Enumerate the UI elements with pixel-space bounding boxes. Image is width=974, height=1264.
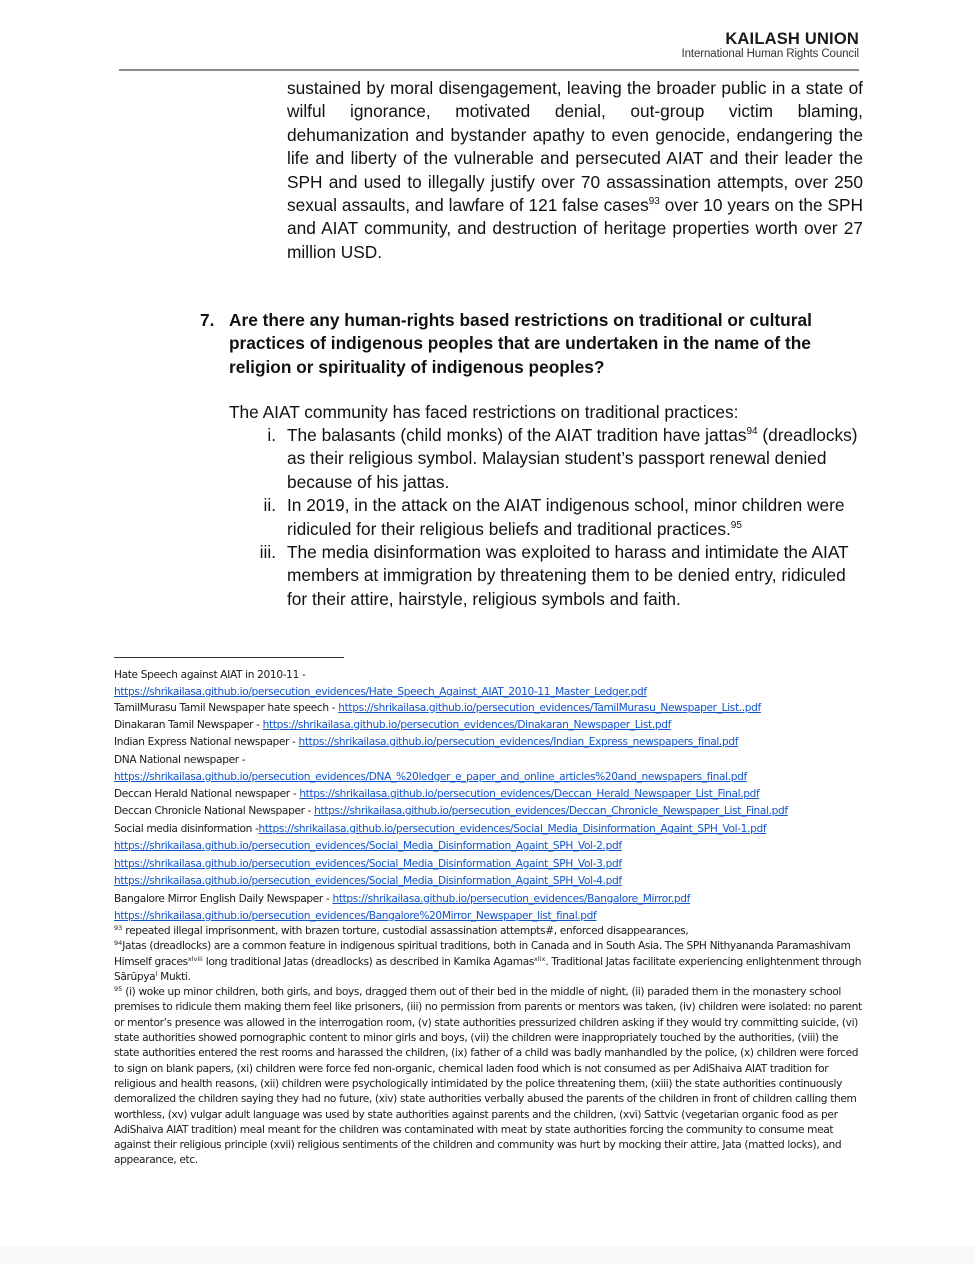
footnote-source xyxy=(114,821,864,839)
source-link[interactable]: https://shrikailasa.github.io/persecution_evidences/Social_Media_Disinformation_Againt_SPH_Vol-4.pdf xyxy=(114,875,622,887)
source-link[interactable]: https://shrikailasa.github.io/persecution_evidences/Social_Media_Disinformation_Againt_SPH_Vol-2.pdf xyxy=(114,840,622,852)
footnote-source xyxy=(114,734,864,752)
footnote-source xyxy=(114,803,864,821)
endnote-ref[interactable]: l xyxy=(155,969,158,978)
paragraph-text: sustained by moral disengagement, leaving the broader public in a state of wilful ignorance, motivated denial, out-group victim blaming, dehumanization and bystander apathy to even genocide, endangering the life and liberty of the vulnerable and persecuted AIAT and their leader the SPH and used to illegally justify over 70 assassination attempts, over 250 sexual assaults, and lawfare of 121 false cases xyxy=(287,78,863,216)
list-item xyxy=(248,424,868,494)
footnote-separator xyxy=(114,657,344,658)
source-label: Hate Speech against AIAT in 2010-11 - xyxy=(114,669,306,681)
source-label: Indian Express National newspaper - xyxy=(114,736,299,748)
source-link[interactable]: https://shrikailasa.github.io/persecution_evidences/Social_Media_Disinformation_Againt_SPH_Vol-3.pdf xyxy=(114,857,622,870)
source-label: TamilMurasu Tamil Newspaper hate speech - xyxy=(114,701,339,714)
source-link[interactable]: https://shrikailasa.github.io/persecution_evidences/DNA_%20ledger_e_paper_and_online_articles%20and_newspapers_final.pdf xyxy=(114,770,747,783)
footnote-source xyxy=(114,685,864,700)
question-heading xyxy=(200,309,840,379)
page-boundary xyxy=(0,1246,974,1264)
source-label: Social media disinformation - xyxy=(114,822,259,835)
footnote-source xyxy=(114,700,864,717)
endnote-ref[interactable]: xlviii xyxy=(187,954,203,963)
footnotes xyxy=(114,667,864,1169)
footnote-text: (i) woke up minor children, both girls, and boys, dragged them out of their bed in the middle of night, (ii) paraded them in the monastery school premises to ridicule them making them feel like prisoners, (iii) no permission from parents or mentors was taken, (iv) children were isolated: no parent or mentor’s presence was allowed in the interrogation room, (v) state authorities pressurized children asking if they would try committing suicide, (vi) state authorities showed pornographic content to minor girls and boys, (vii) the children were inappropriately touched by the authorities, (viii) the state authorities entered the rest rooms and harassed the children, (ix) father of a child was badly manhandled by the police, (x) children were forced to sign on blank papers, (xi) children were force fed non-organic, chemical laden food which is not consumed as per AdiShaiva AIAT tradition for religious and health reasons, (xii) children were psychologically intimidated by the police threatening them, (xiii) the state authorities continuously demoralized the children saying they had no future, (xiv) state authorities verbally abused the parents of the children in front of children calling them worthless, (xv) vulgar adult language was used by state authorities against parents and the children, (xvi) Sattvic (vegetarian organic food as per AdiShaiva AIAT tradition) meal meant for the children was contaminated with meat by state authorities forcing the community to consume meat against their religious principle (xvii) religious sentiments of the children and community was hurt by mocking their attire, Jata (matted locks), and appearance, etc. xyxy=(114,986,862,1167)
source-label: DNA National newspaper - xyxy=(114,753,246,766)
source-link[interactable]: https://shrikailasa.github.io/persecution_evidences/Indian_Express_newspapers_final.pdf xyxy=(298,736,739,748)
paragraph-text: over 10 years on the SPH and AIAT community, and destruction of heritage properties worth over 27 million USD. xyxy=(287,195,863,262)
list-item-text: The balasants (child monks) of the AIAT tradition have jattas xyxy=(287,425,747,445)
footnote-93 xyxy=(114,924,864,939)
footnote-source xyxy=(114,667,864,685)
source-link[interactable]: https://shrikailasa.github.io/persecution_evidences/Deccan_Chronicle_Newspaper_List_Final.pdf xyxy=(314,805,788,817)
footnote-text: . Traditional Jatas facilitate experiencing enlightenment through Sārūpya xyxy=(114,955,862,983)
source-link[interactable]: https://shrikailasa.github.io/persecution_evidences/Social_Media_Disinformation_Againt_SPH_Vol-1.pdf xyxy=(258,822,767,835)
footnote-source xyxy=(114,891,864,909)
footnote-94 xyxy=(114,939,864,985)
footnote-source xyxy=(114,769,864,786)
list-item xyxy=(248,494,868,541)
continued-paragraph xyxy=(287,77,863,264)
footnote-text: repeated illegal imprisonment, with brazen torture, custodial assassination attempts#, enforced disappearances, xyxy=(122,925,689,937)
footnote-ref-93[interactable]: 93 xyxy=(648,196,660,208)
source-link[interactable]: https://shrikailasa.github.io/persecution_evidences/Bangalore%20Mirror_Newspaper_list_final.pdf xyxy=(114,910,597,922)
list-item-text: In 2019, in the attack on the AIAT indigenous school, minor children were ridiculed for their religious beliefs and traditional practices. xyxy=(287,495,845,539)
footnote-marker: 95 xyxy=(114,985,123,994)
endnote-ref[interactable]: xlix xyxy=(534,954,546,963)
source-link[interactable]: https://shrikailasa.github.io/persecution_evidences/Hate_Speech_Against_AIAT_2010-11_Master_Ledger.pdf xyxy=(114,685,647,698)
source-label: Dinakaran Tamil Newspaper - xyxy=(114,718,263,731)
answer-list xyxy=(248,424,868,611)
source-label: Deccan Herald National newspaper - xyxy=(114,787,300,800)
footnote-ref-94[interactable]: 94 xyxy=(746,426,758,437)
footnote-source xyxy=(114,752,864,769)
list-item-number: ii. xyxy=(263,495,276,516)
source-link[interactable]: https://shrikailasa.github.io/persecution_evidences/Bangalore_Mirror.pdf xyxy=(332,892,691,905)
org-subtitle: International Human Rights Council xyxy=(681,48,859,60)
source-link[interactable]: https://shrikailasa.github.io/persecution_evidences/Deccan_Herald_Newspaper_List_Final.pdf xyxy=(299,787,760,800)
source-label: Deccan Chronicle National Newspaper - xyxy=(114,805,315,817)
page-header xyxy=(681,30,859,60)
footnote-source xyxy=(114,856,864,874)
source-link[interactable]: https://shrikailasa.github.io/persecution_evidences/TamilMurasu_Newspaper_List..pdf xyxy=(338,701,761,714)
header-divider xyxy=(119,69,859,71)
footnote-text: Jatas (dreadlocks) are a common feature in indigenous spiritual traditions, both in Canada and in South Asia. The SPH Nithyananda Paramashivam Himself graces xyxy=(114,940,851,968)
footnote-95 xyxy=(114,985,864,1169)
footnote-source xyxy=(114,908,864,924)
footnote-source xyxy=(114,873,864,891)
footnote-marker: 94 xyxy=(114,939,123,948)
list-item-number: i. xyxy=(267,425,276,445)
question-text: Are there any human-rights based restrictions on traditional or cultural practices of indigenous peoples that are undertaken in the name of the religion or spirituality of indigenous peoples? xyxy=(229,310,812,377)
list-item-text: The media disinformation was exploited to harass and intimidate the AIAT members at immigration by threatening them to be denied entry, ridiculed for their attire, hairstyle, religious symbols and faith. xyxy=(287,542,849,609)
source-link[interactable]: https://shrikailasa.github.io/persecution_evidences/Dinakaran_Newspaper_List.pdf xyxy=(262,718,671,731)
list-item-number: iii. xyxy=(259,542,276,563)
footnote-source xyxy=(114,786,864,804)
list-item-text: (dreadlocks) as their religious symbol. Malaysian student’s passport renewal denied because of his jattas. xyxy=(287,425,858,492)
footnote-text: Mukti. xyxy=(157,970,191,983)
answer-intro: The AIAT community has faced restrictions on traditional practices: xyxy=(229,402,739,422)
source-label: Bangalore Mirror English Daily Newspaper - xyxy=(114,892,333,905)
footnote-ref-95[interactable]: 95 xyxy=(730,519,742,531)
footnote-text: long traditional Jatas (dreadlocks) as described in Kamika Agamas xyxy=(202,955,535,968)
org-title: KAILASH UNION xyxy=(725,30,859,48)
footnote-marker: 93 xyxy=(114,924,123,932)
list-item xyxy=(248,541,868,611)
footnote-source xyxy=(114,717,864,735)
question-number: 7. xyxy=(200,310,215,330)
footnote-source xyxy=(114,838,864,856)
